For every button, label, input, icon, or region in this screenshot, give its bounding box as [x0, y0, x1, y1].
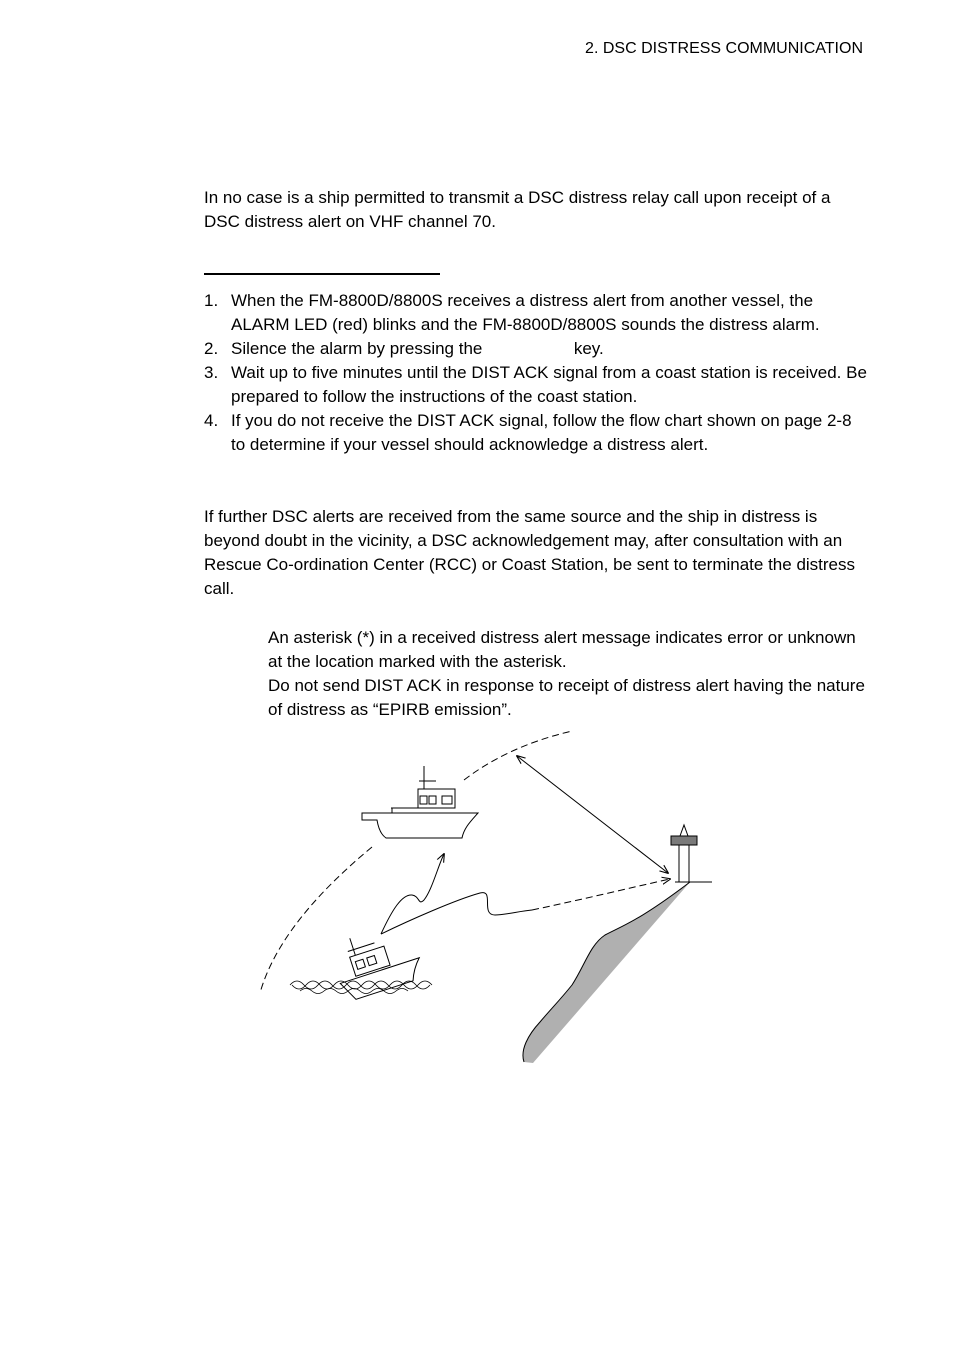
- step-text: If you do not receive the DIST ACK signal, follow the flow chart shown on page 2-8 to determine if your vessel should acknowledge a distress alert.: [231, 411, 852, 454]
- ship-to-station-arrow: [517, 756, 668, 873]
- step-number: 1.: [204, 291, 219, 310]
- step-text: key.: [573, 339, 604, 358]
- note-asterisk: An asterisk (*) in a received distress alert message indicates error or unknown at the location marked with the asterisk.: [268, 628, 856, 671]
- coastline-icon: [523, 882, 712, 1063]
- step-item: [204, 409, 868, 457]
- step-number: 2.: [204, 339, 219, 358]
- section-heading-rule: [204, 273, 440, 275]
- note-epirb: Do not send DIST ACK in response to receipt of distress alert having the nature of distress as “EPIRB emission”.: [268, 676, 865, 719]
- step-item: [204, 337, 868, 361]
- step-text: Wait up to five minutes until the DIST ACK signal from a coast station is received. Be prepared to follow the instructions of the coast station.: [231, 363, 867, 406]
- step-number: 3.: [204, 363, 219, 382]
- coast-station-icon: [671, 825, 697, 882]
- signal-to-station-dashed: [532, 879, 670, 910]
- page-header: 2. DSC DISTRESS COMMUNICATION: [585, 40, 863, 57]
- range-arc-upper: [464, 731, 572, 780]
- step-text: When the FM-8800D/8800S receives a distress alert from another vessel, the ALARM LED (red) blinks and the FM-8800D/8800S sounds the distress alarm.: [231, 291, 820, 334]
- signal-to-ship: [381, 854, 444, 934]
- distress-scenario-figure: [250, 725, 720, 1070]
- step-text: Silence the alarm by pressing the: [231, 339, 483, 358]
- further-alerts-paragraph: If further DSC alerts are received from the same source and the ship in distress is beyond doubt in the vicinity, a DSC acknowledgement may, after consultation with an Rescue Co-ordination Center (RCC) or Coast Station, be sent to terminate the distress call.: [204, 507, 856, 598]
- procedure-steps: [204, 289, 868, 457]
- receiving-ship-icon: [362, 766, 478, 838]
- step-item: [204, 289, 868, 337]
- distressed-ship-icon: [328, 920, 425, 1003]
- intro-paragraph: In no case is a ship permitted to transmit a DSC distress relay call upon receipt of a DSC distress alert on VHF channel 70.: [204, 188, 831, 231]
- step-item: [204, 361, 868, 409]
- step-number: 4.: [204, 411, 219, 430]
